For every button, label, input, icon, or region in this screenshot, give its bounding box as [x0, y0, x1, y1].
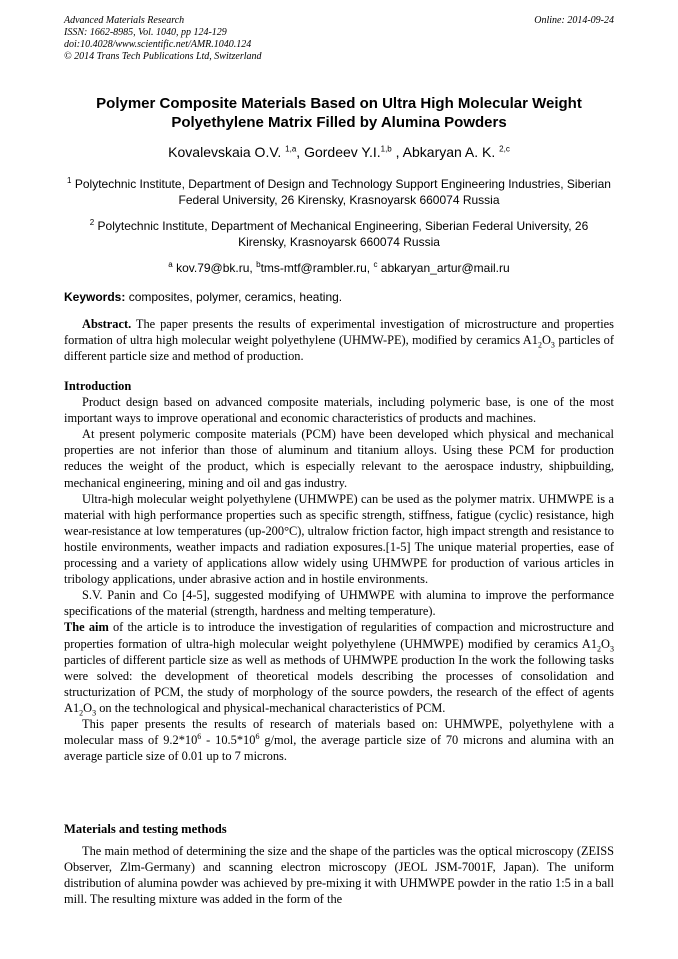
paragraph-text: This paper presents the results of research of materials based on: UHMWPE, polyethylene with a molecular mass of 9.2*10	[64, 716, 614, 748]
affiliation-1	[64, 176, 614, 208]
paper-title	[64, 94, 614, 132]
formula-text: O	[601, 636, 610, 651]
title-line-1: Polymer Composite Materials Based on Ultra High Molecular Weight	[96, 95, 582, 112]
email-address: kov.79@bk.ru,	[176, 261, 253, 275]
paragraph-text: on the technological and physical-mechanical characteristics of PCM.	[99, 700, 446, 715]
keywords-text: composites, polymer, ceramics, heating.	[128, 290, 343, 304]
paragraph-text: - 10.5*10	[206, 733, 256, 748]
abstract-label: Abstract.	[82, 317, 132, 331]
email-marker: c	[373, 260, 378, 269]
online-date: Online: 2014-09-24	[534, 15, 614, 26]
author-affiliation-marker: 1,a	[285, 144, 297, 154]
paragraph: Ultra-high molecular weight polyethylene (UHMWPE) can be used as the polymer matrix. UHMWPE is a material with high performance properties such as specific strength, stiffness, fatigue (cyclic) resistance, high wear-resistance at low temperatures (up-200°C), ultralow friction factor, high impact strength and resistance to hostile environments, weather impacts and radiation exposures.[1-5] The unique material properties, ease of processing and a variety of applications allow widely using UHMWPE for production of various articles in tribology applications, under abrasive action and in hostile environments.	[64, 491, 614, 587]
paragraph-text: g/mol, the average particle size of 70 microns and alumina with an average particle size of 0.01 up to 7 microns.	[64, 733, 614, 764]
journal-copyright: © 2014 Trans Tech Publications Ltd, Switzerland	[64, 51, 262, 62]
keywords-label: Keywords:	[64, 290, 126, 304]
journal-doi: doi:10.4028/www.scientific.net/AMR.1040.124	[64, 39, 252, 50]
email-marker: b	[256, 260, 261, 269]
email-marker: a	[168, 260, 173, 269]
journal-issn: ISSN: 1662-8985, Vol. 1040, pp 124-129	[64, 27, 227, 38]
paragraph: Product design based on advanced composite materials, including polymeric base, is one of the most important ways to improve operational and economic characteristics of products and machines.	[64, 395, 614, 426]
superscript: 6	[255, 731, 260, 741]
affiliation-number: 2	[89, 218, 95, 227]
author-list: Kovalevskaia O.V. $^{1,a}$, Gordeev Y.I.$^{1,b}$ , Abkaryan A. K. $^{2,c}$	[168, 144, 510, 160]
subscript: 3	[610, 643, 614, 653]
affiliation-2	[64, 218, 614, 250]
methods-heading: Materials and testing methods	[64, 822, 227, 836]
paragraph: The main method of determining the size and the shape of the particles was the optical microscopy (ZEISS Observer, Zlm-Germany) and scanning electron microscopy (JEOL JSM-7001F, Japan). The uniform distribution of alumina powder was achieved by pre-mixing it with UHMWPE powder in the ratio 1:5 in a ball mill. The resulting mixture was added in the form of the	[64, 844, 614, 907]
journal-name: Advanced Materials Research	[64, 15, 185, 26]
formula-text: O	[541, 333, 551, 348]
subscript: 2	[79, 708, 84, 718]
paragraph-text: of the article is to introduce the investigation of regularities of compaction and microstructure and properties formation of ultra-high molecular weight polyethylene (UHMWPE) modified by ceramics A1	[64, 620, 614, 651]
formula-text: O	[83, 700, 93, 715]
affiliation-text: Polytechnic Institute, Department of Design and Technology Support Engineering Industries, Siberian Federal University, 26 Kirensky, Krasnoyarsk 660074 Russia	[74, 177, 611, 207]
author-name: Kovalevskaia O.V.	[168, 144, 282, 160]
paragraph: S.V. Panin and Co [4-5], suggested modifying of UHMWPE with alumina to improve the performance specifications of the material (strength, hardness and melting temperature).	[64, 588, 614, 619]
introduction-section	[64, 378, 614, 764]
abstract-text: The paper presents the results of experimental investigation of microstructure and properties formation of ultra high molecular weight polyethylene (UHMW-PE), modified by ceramics A1	[64, 317, 614, 348]
email-list	[64, 260, 614, 276]
keywords	[64, 289, 614, 305]
author-name: Abkaryan A. K.	[402, 144, 496, 160]
author-affiliation-marker: 2,c	[499, 144, 510, 154]
subscript: 3	[92, 708, 97, 718]
email-address: abkaryan_artur@mail.ru	[380, 261, 510, 275]
introduction-heading: Introduction	[64, 379, 132, 393]
subscript: 2	[597, 643, 602, 653]
paragraph: At present polymeric composite materials (PCM) have been developed which physical and mechanical properties are not inferior than those of aluminum and titanium alloys. Using these PCM for production reduces the weight of the product, which is especially relevant to the aerospace industry, shipbuilding, mechanical engineering, mining and oil and gas industry.	[64, 427, 614, 490]
subscript: 2	[537, 340, 542, 350]
subscript: 3	[550, 340, 555, 350]
title-line-2: Polyethylene Matrix Filled by Alumina Powders	[171, 114, 507, 131]
aim-label: The aim	[64, 620, 109, 635]
journal-info	[64, 15, 262, 63]
author-name: Gordeev Y.I.	[304, 144, 381, 160]
abstract-text: particles of different particle size and method of production.	[64, 333, 614, 364]
superscript: 6	[197, 731, 202, 741]
affiliation-number: 1	[67, 176, 72, 185]
paragraph-text: particles of different particle size as well as methods of UHMWPE production In the work the following tasks were solved: the development of theoretical models describing the processes of consolidation and structurization of PCM, the study of morphology of the source powders, the research of the effect of agents A1	[64, 652, 614, 715]
paragraph	[64, 716, 614, 764]
email-address: tms-mtf@rambler.ru,	[260, 261, 371, 275]
affiliation-text: Polytechnic Institute, Department of Mechanical Engineering, Siberian Federal University, 26 Kirensky, Krasnoyarsk 660074 Russia	[97, 219, 589, 249]
paragraph-aim	[64, 619, 614, 716]
abstract	[64, 316, 614, 364]
methods-section	[64, 843, 614, 907]
author-affiliation-marker: 1,b	[380, 144, 392, 154]
